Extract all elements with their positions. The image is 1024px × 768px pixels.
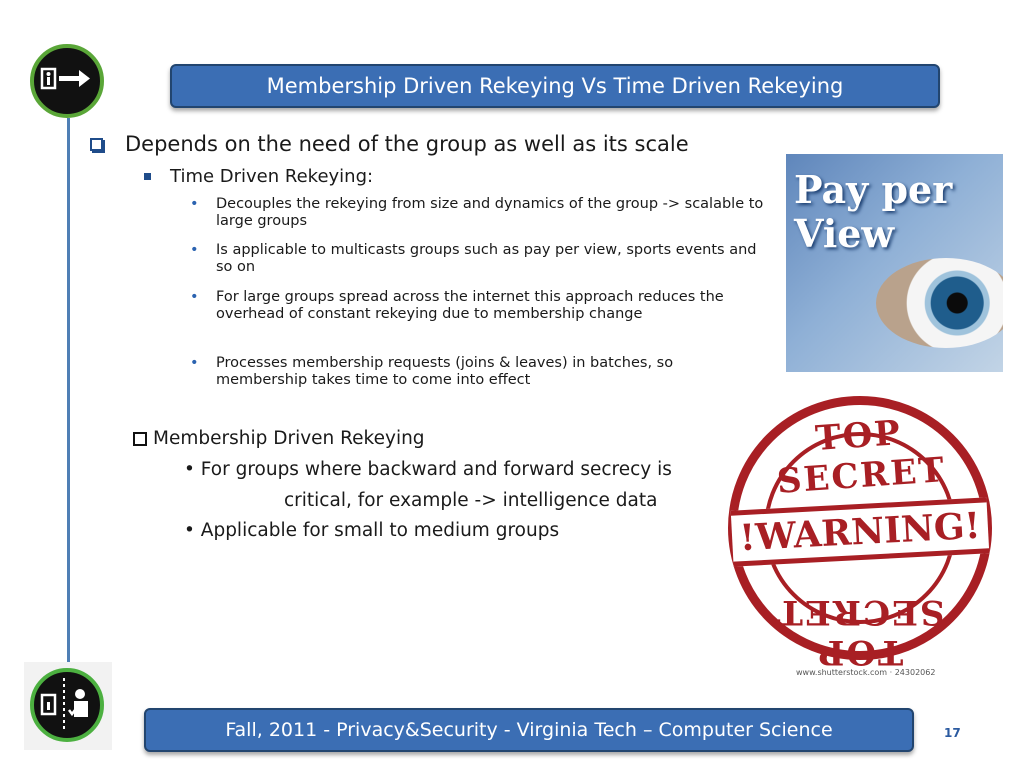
membership-heading-text: Membership Driven Rekeying <box>153 428 425 449</box>
sub-bullet <box>190 289 765 323</box>
pay-per-view-image <box>786 154 1003 372</box>
eye-icon <box>876 258 1003 348</box>
security-checkpoint-icon <box>30 668 104 742</box>
stamp-top-text: TOP SECRET <box>775 413 948 502</box>
dot-bullet-icon: • <box>190 289 199 305</box>
dot-bullet-icon: • <box>190 196 199 212</box>
membership-bullet-1-cont: critical, for example -> intelligence data <box>284 490 658 511</box>
dot-bullet-icon: • <box>190 355 199 371</box>
checkbox-bullet-icon <box>133 432 147 446</box>
sub-bullet <box>190 196 765 230</box>
bullet-level2-text: Time Driven Rekeying: <box>170 166 374 187</box>
bullet-level2 <box>144 166 373 187</box>
membership-bullet-2: • Applicable for small to medium groups <box>184 520 560 541</box>
slide-footer: Fall, 2011 - Privacy&Security - Virginia Tech – Computer Science <box>144 708 914 752</box>
exit-door-icon <box>30 44 104 118</box>
top-secret-stamp-image <box>726 394 994 678</box>
sub-bullet <box>190 355 765 389</box>
square-bullet-icon <box>144 173 151 180</box>
timeline-rule <box>67 118 70 663</box>
bullet-level1-text: Depends on the need of the group as well as its scale <box>125 132 689 156</box>
stamp-warning-banner: !WARNING! <box>731 497 990 566</box>
membership-heading <box>133 428 425 449</box>
sub-bullet-text: Processes membership requests (joins & leaves) in batches, so membership takes time to come into effect <box>216 355 674 388</box>
stamp-credit: www.shutterstock.com · 24302062 <box>796 668 936 677</box>
membership-bullet-1: • For groups where backward and forward secrecy is <box>184 459 672 480</box>
pay-per-view-title: Pay per View <box>794 167 953 256</box>
dot-bullet-icon: • <box>190 242 199 258</box>
checkbox-bullet-icon <box>90 138 103 151</box>
slide-title: Membership Driven Rekeying Vs Time Driven Rekeying <box>170 64 940 108</box>
sub-bullet-text: Is applicable to multicasts groups such as pay per view, sports events and so on <box>216 242 757 275</box>
sub-bullet-text: Decouples the rekeying from size and dynamics of the group -> scalable to large groups <box>216 196 764 229</box>
sub-bullet <box>190 242 765 276</box>
sub-bullet-text: For large groups spread across the internet this approach reduces the overhead of constant rekeying due to membership change <box>216 289 724 322</box>
stamp-bottom-text: TOP SECRET <box>775 592 945 672</box>
bullet-level1 <box>90 132 689 156</box>
page-number: 17 <box>944 726 961 740</box>
